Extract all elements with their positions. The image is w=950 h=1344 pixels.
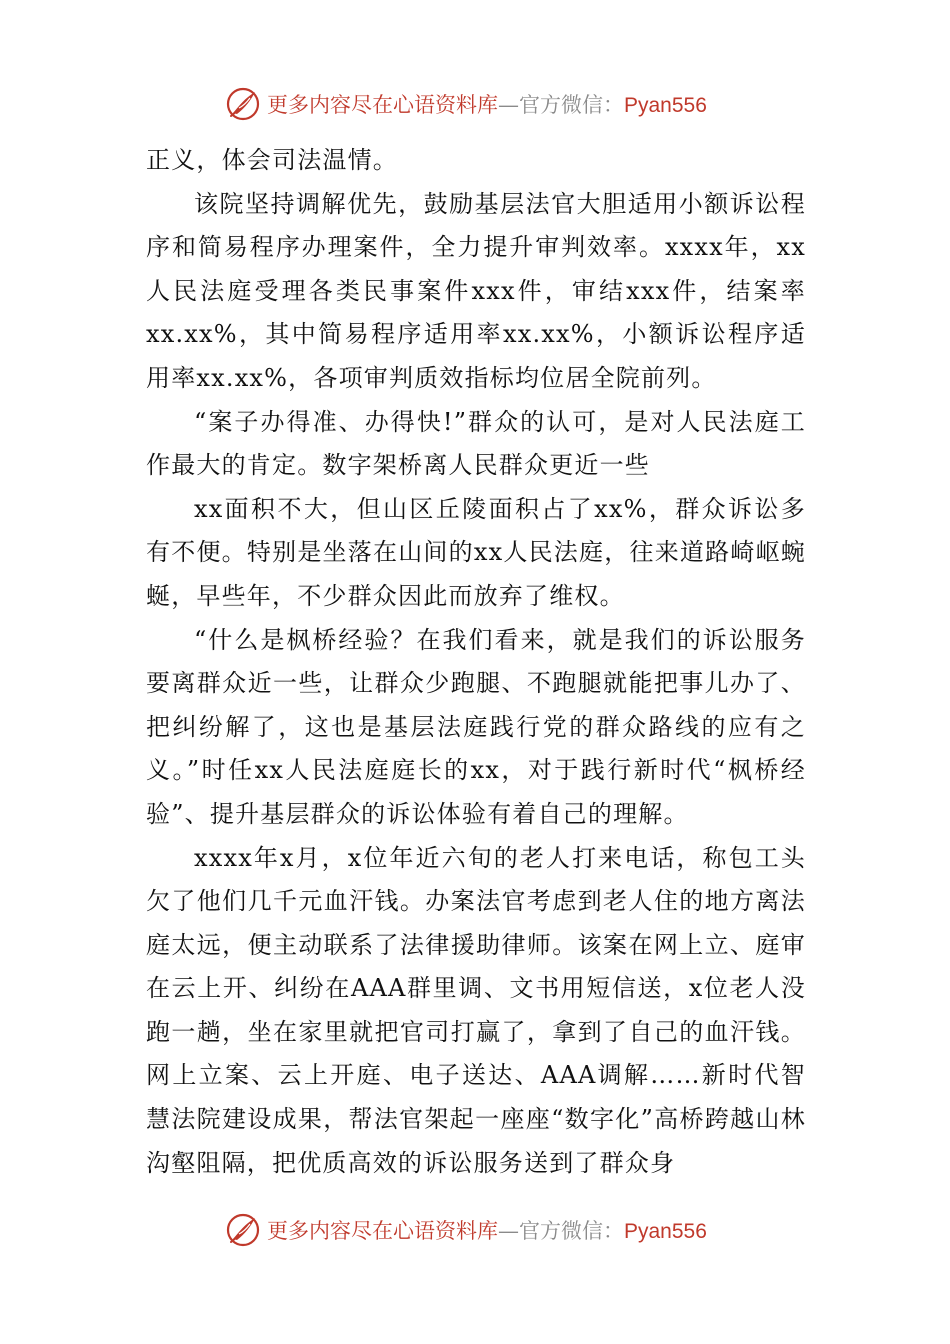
header-banner — [225, 84, 745, 124]
footer-banner-official: 官方微信： — [519, 1219, 624, 1243]
header-banner-wechat: Pyan556 — [624, 94, 707, 117]
header-banner-text — [267, 89, 707, 119]
paragraph: 该院坚持调解优先，鼓励基层法官大胆适用小额诉讼程序和简易程序办理案件，全力提升审判效率。xxxx年，xx人民法庭受理各类民事案件xxx件，审结xxx件，结案率xx.xx%，其中简易程序适用率xx.xx%，小额诉讼程序适用率xx.xx%，各项审判质效指标均位居全院前列。 — [146, 189, 806, 392]
footer-banner-main: 更多内容尽在心语资料库 — [267, 1219, 498, 1243]
header-banner-official: 官方微信： — [519, 93, 624, 117]
footer-banner-text — [267, 1215, 707, 1245]
paragraph: xx面积不大，但山区丘陵面积占了xx%，群众诉讼多有不便。特别是坐落在山间的xx人民法庭，往来道路崎岖蜿蜒，早些年，不少群众因此而放弃了维权。 — [146, 494, 806, 610]
document-body — [146, 139, 806, 1185]
paragraph: “什么是枫桥经验？在我们看来，就是我们的诉讼服务要离群众近一些，让群众少跑腿、不跑腿就能把事儿办了、把纠纷解了，这也是基层法庭践行党的群众路线的应有之义。”时任xx人民法庭庭长的xx，对于践行新时代“枫桥经验”、提升基层群众的诉讼体验有着自己的理解。 — [146, 625, 806, 828]
footer-banner-dash: — — [498, 1219, 519, 1243]
quill-pen-logo-icon — [225, 1212, 261, 1248]
paragraph: xxxx年x月，x位年近六旬的老人打来电话，称包工头欠了他们几千元血汗钱。办案法官考虑到老人住的地方离法庭太远，便主动联系了法律援助律师。该案在网上立、庭审在云上开、纠纷在AAA群里调、文书用短信送，x位老人没跑一趟，坐在家里就把官司打赢了，拿到了自己的血汗钱。网上立案、云上开庭、电子送达、AAA调解……新时代智慧法院建设成果，帮法官架起一座座“数字化”高桥跨越山林沟壑阻隔，把优质高效的诉讼服务送到了群众身 — [146, 843, 806, 1177]
paragraph: 正义，体会司法温情。 — [146, 146, 398, 174]
footer-banner — [225, 1210, 745, 1250]
paragraph: “案子办得准、办得快!”群众的认可，是对人民法庭工作最大的肯定。数字架桥离人民群众更近一些 — [146, 407, 806, 480]
quill-pen-logo-icon — [225, 86, 261, 122]
header-banner-main: 更多内容尽在心语资料库 — [267, 93, 498, 117]
header-banner-dash: — — [498, 93, 519, 117]
footer-banner-wechat: Pyan556 — [624, 1220, 707, 1243]
